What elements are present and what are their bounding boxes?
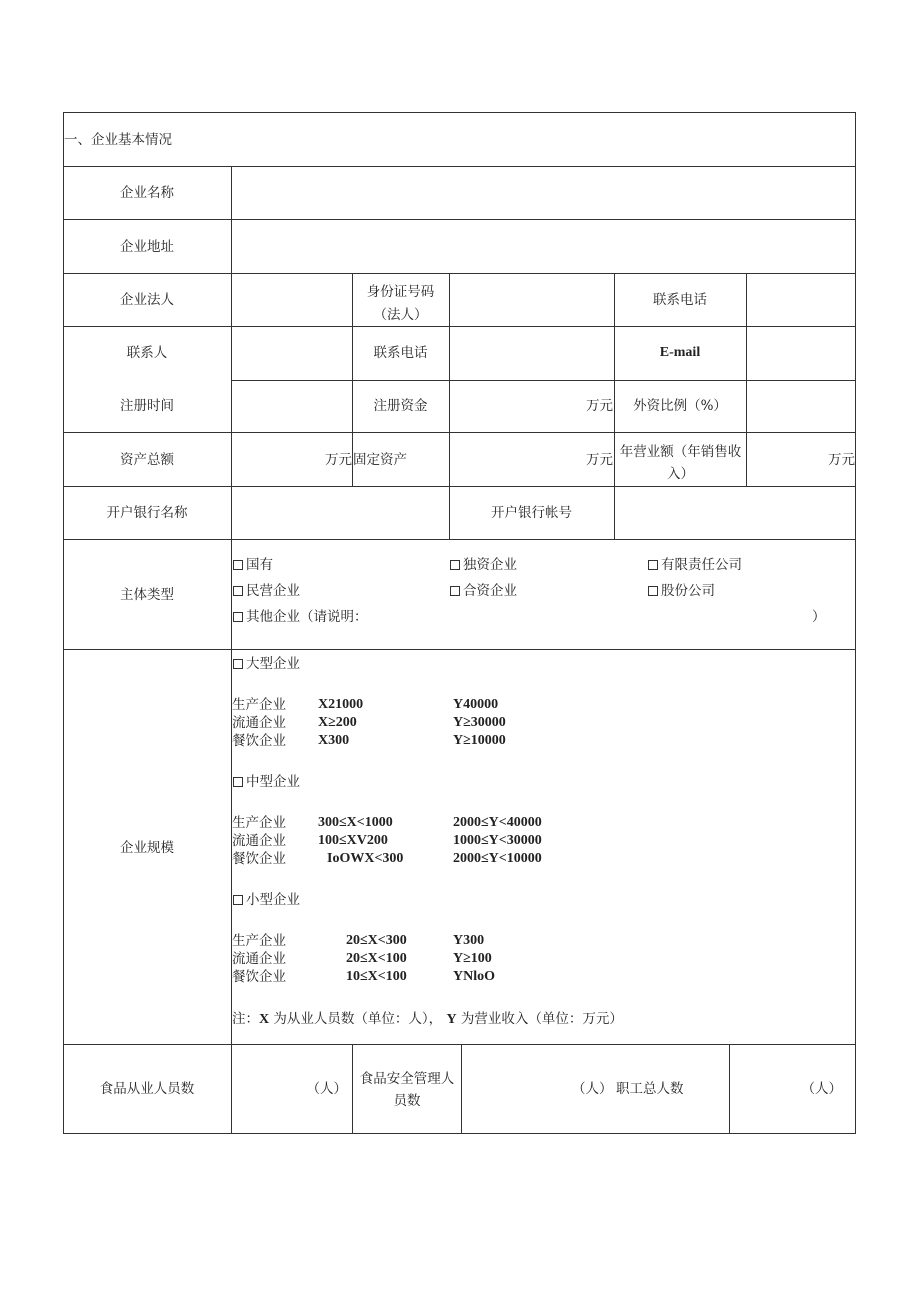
email-label: E-mail [659, 345, 701, 360]
scale-option-large[interactable]: 大型企业 [233, 656, 300, 672]
bank-name-label: 开户银行名称 [106, 505, 188, 521]
scale-small-x-2: 10≤X<100 [346, 969, 407, 984]
scale-large-x-2: X300 [318, 733, 350, 748]
scale-large-y-1: Y≥30000 [453, 715, 506, 730]
entity-type-label: 主体类型 [120, 587, 174, 603]
total-staff-label: 职工总人数 [616, 1081, 684, 1097]
legal-phone-label: 联系电话 [653, 292, 707, 308]
scale-medium-x-0: 300≤X<1000 [318, 815, 393, 830]
scale-large-name-1: 流通企业 [232, 715, 286, 731]
checkbox-icon[interactable] [233, 560, 243, 570]
checkbox-icon[interactable] [450, 560, 460, 570]
company-name-label: 企业名称 [120, 185, 174, 201]
entity-option-joint-venture[interactable]: 合资企业 [450, 583, 517, 599]
safety-staff-label: 食品安全管理人员数 [359, 1071, 455, 1109]
total-assets-label: 资产总额 [120, 452, 174, 468]
contact-phone-field[interactable] [450, 327, 614, 380]
contact-field[interactable] [232, 327, 352, 380]
reg-capital-label: 注册资金 [373, 398, 428, 414]
scale-large-x-1: X≥200 [318, 715, 357, 730]
annual-revenue-label: 年营业额（年销售收入） [619, 444, 742, 482]
total-assets-unit: 万元 [325, 452, 352, 468]
foreign-ratio-label: 外资比例（%） [633, 398, 727, 414]
bank-name-field[interactable] [232, 487, 449, 539]
entity-option-joint-stock[interactable]: 股份公司 [648, 583, 715, 599]
company-name-field[interactable] [232, 167, 855, 219]
legal-person-field[interactable] [232, 274, 352, 326]
scale-small-y-0: Y300 [453, 933, 485, 948]
scale-option-medium[interactable]: 中型企业 [233, 774, 300, 790]
scale-large-x-0: X21000 [318, 697, 364, 712]
entity-option-state[interactable]: 国有 [233, 557, 273, 573]
entity-option-other[interactable]: 其他企业（请说明： [233, 609, 368, 625]
scale-large-y-0: Y40000 [453, 697, 499, 712]
scale-small-y-2: YNloO [453, 969, 495, 984]
checkbox-icon[interactable] [648, 560, 658, 570]
reg-time-field[interactable] [232, 381, 352, 432]
scale-large-name-2: 餐饮企业 [232, 733, 286, 749]
food-staff-unit: （人） [306, 1081, 347, 1097]
scale-medium-name-2: 餐饮企业 [232, 851, 286, 867]
id-number-label: 身份证号码 [366, 284, 435, 300]
scale-small-x-1: 20≤X<100 [346, 951, 407, 966]
fixed-assets-unit: 万元 [586, 452, 613, 468]
fixed-assets-label: 固定资产 [353, 452, 407, 468]
scale-medium-y-2: 2000≤Y<10000 [453, 851, 542, 866]
scale-medium-y-1: 1000≤Y<30000 [453, 833, 542, 848]
bank-account-label: 开户银行帐号 [491, 505, 572, 521]
scale-small-name-2: 餐饮企业 [232, 969, 286, 985]
bank-account-field[interactable] [615, 487, 855, 539]
checkbox-icon[interactable] [233, 612, 243, 622]
reg-time-label: 注册时间 [120, 398, 174, 414]
email-field[interactable] [747, 327, 855, 380]
scale-option-small[interactable]: 小型企业 [233, 892, 300, 908]
checkbox-icon[interactable] [233, 586, 243, 596]
foreign-ratio-field[interactable] [747, 381, 855, 432]
scale-note: 注：X 为从业人员数（单位：人）， Y 为营业收入（单位：万元） [232, 1011, 623, 1027]
contact-phone-label: 联系电话 [373, 345, 428, 361]
entity-other-close: ） [812, 609, 826, 625]
checkbox-icon[interactable] [450, 586, 460, 596]
checkbox-icon[interactable] [233, 659, 243, 669]
reg-capital-unit: 万元 [586, 398, 613, 414]
scale-medium-name-1: 流通企业 [232, 833, 286, 849]
scale-medium-name-0: 生产企业 [232, 815, 286, 831]
checkbox-icon[interactable] [648, 586, 658, 596]
entity-option-private[interactable]: 民营企业 [233, 583, 300, 599]
entity-option-sole-venture[interactable]: 独资企业 [450, 557, 517, 573]
section-title: 一、企业基本情况 [64, 132, 172, 148]
scale-large-name-0: 生产企业 [232, 697, 286, 713]
contact-label: 联系人 [126, 345, 168, 361]
safety-staff-unit: （人） [572, 1081, 613, 1097]
company-address-field[interactable] [232, 220, 855, 273]
legal-phone-field[interactable] [747, 274, 855, 326]
annual-revenue-unit: 万元 [828, 452, 855, 468]
scale-small-x-0: 20≤X<300 [346, 933, 407, 948]
scale-small-name-1: 流通企业 [232, 951, 286, 967]
scale-label: 企业规模 [120, 840, 174, 856]
legal-person-label: 企业法人 [120, 292, 174, 308]
checkbox-icon[interactable] [233, 895, 243, 905]
id-number-sublabel: （法人） [373, 307, 428, 323]
scale-medium-x-2: IoOWX<300 [327, 851, 404, 866]
scale-small-y-1: Y≥100 [453, 951, 492, 966]
checkbox-icon[interactable] [233, 777, 243, 787]
scale-medium-x-1: 100≤XV200 [318, 833, 388, 848]
total-staff-unit: （人） [801, 1081, 842, 1097]
scale-medium-y-0: 2000≤Y<40000 [453, 815, 542, 830]
scale-small-name-0: 生产企业 [232, 933, 286, 949]
id-number-field[interactable] [450, 274, 614, 326]
scale-large-y-2: Y≥10000 [453, 733, 506, 748]
entity-option-llc[interactable]: 有限责任公司 [648, 557, 742, 573]
food-staff-label: 食品从业人员数 [99, 1081, 195, 1097]
company-address-label: 企业地址 [120, 239, 174, 255]
